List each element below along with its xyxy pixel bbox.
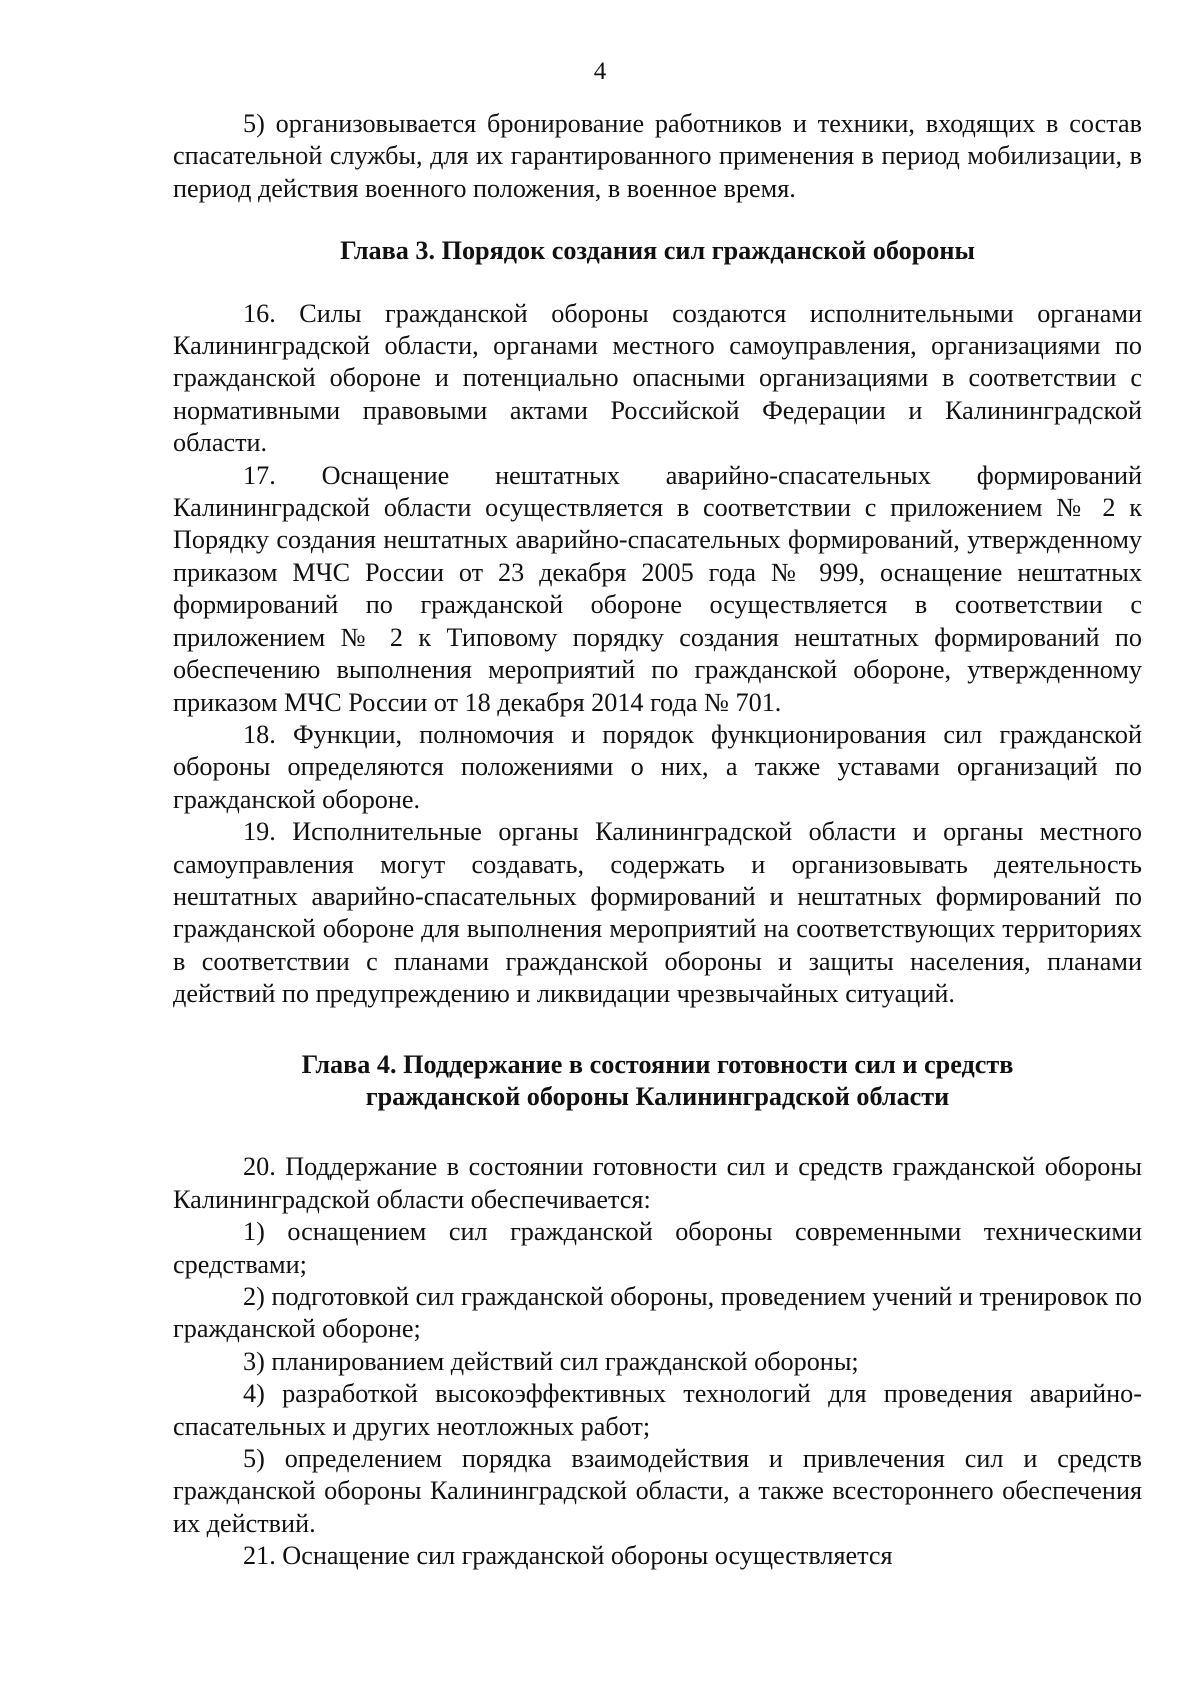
paragraph-18: 18. Функции, полномочия и порядок функционирования сил гражданской обороны определяются положениями о них, а также уставами организаций по гражданской обороне. [173,719,1142,814]
intro-item: 5) организовывается бронирование работников и техники, входящих в состав спасательной службы, для их гарантированного применения в период мобилизации, в период действия военного положения, в военное время. [173,109,1142,203]
paragraph-20-item-5: 5) определением порядка взаимодействия и привлечения сил и средств гражданской обороны Калининградской области, а также всестороннего обеспечения их действий. [173,1444,1142,1538]
chapter-4-title [173,1049,1142,1114]
paragraph-20-item-2: 2) подготовкой сил гражданской обороны, проведением учений и тренировок по гражданской обороне; [173,1282,1142,1344]
chapter-3-title: Глава 3. Порядок создания сил гражданской обороны [340,236,975,266]
paragraph-21: 21. Оснащение сил гражданской обороны осуществляется [243,1541,893,1571]
paragraph-16: 16. Силы гражданской обороны создаются исполнительными органами Калининградской области, органами местного самоуправления, организациями по гражданской обороне и потенциально опасными организациями в соответствии с нормативными правовыми актами Российской Федерации и Калининградской области. [173,298,1142,458]
page-number: 4 [593,58,607,85]
paragraph-20-item-3: 3) планированием действий сил гражданской обороны; [243,1346,859,1376]
paragraph-20-item-1: 1) оснащением сил гражданской обороны современными техническими средствами; [173,1217,1142,1279]
paragraph-20-item-4: 4) разработкой высокоэффективных технологий для проведения аварийно-спасательных и других неотложных работ; [173,1379,1142,1441]
paragraph-17: 17. Оснащение нештатных аварийно-спасательных формирований Калининградской области осуществляется в соответствии с приложением № 2 к Порядку создания нештатных аварийно-спасательных формирований, утвержденному приказом МЧС России от 23 декабря 2005 года № 999, оснащение нештатных формирований по гражданской обороне осуществляется в соответствии с приложением № 2 к Типовому порядку создания нештатных формирований по обеспечению выполнения мероприятий по гражданской обороне, утвержденному приказом МЧС России от 18 декабря 2014 года № 701. [173,460,1142,717]
chapter-4-title-line-2: гражданской обороны Калининградской области [365,1081,950,1111]
paragraph-19: 19. Исполнительные органы Калининградской области и органы местного самоуправления могут создавать, содержать и организовывать деятельность нештатных аварийно-спасательных формирований и нештатных формирований по гражданской обороне для выполнения мероприятий на соответствующих территориях в соответствии с планами гражданской обороны и защиты населения, планами действий по предупреждению и ликвидации чрезвычайных ситуаций. [173,817,1142,1009]
paragraph-20: 20. Поддержание в состоянии готовности сил и средств гражданской обороны Калининградской области обеспечивается: [173,1152,1142,1214]
chapter-4-title-line-1: Глава 4. Поддержание в состоянии готовности сил и средств [301,1049,1014,1079]
document-body [173,108,1142,1573]
